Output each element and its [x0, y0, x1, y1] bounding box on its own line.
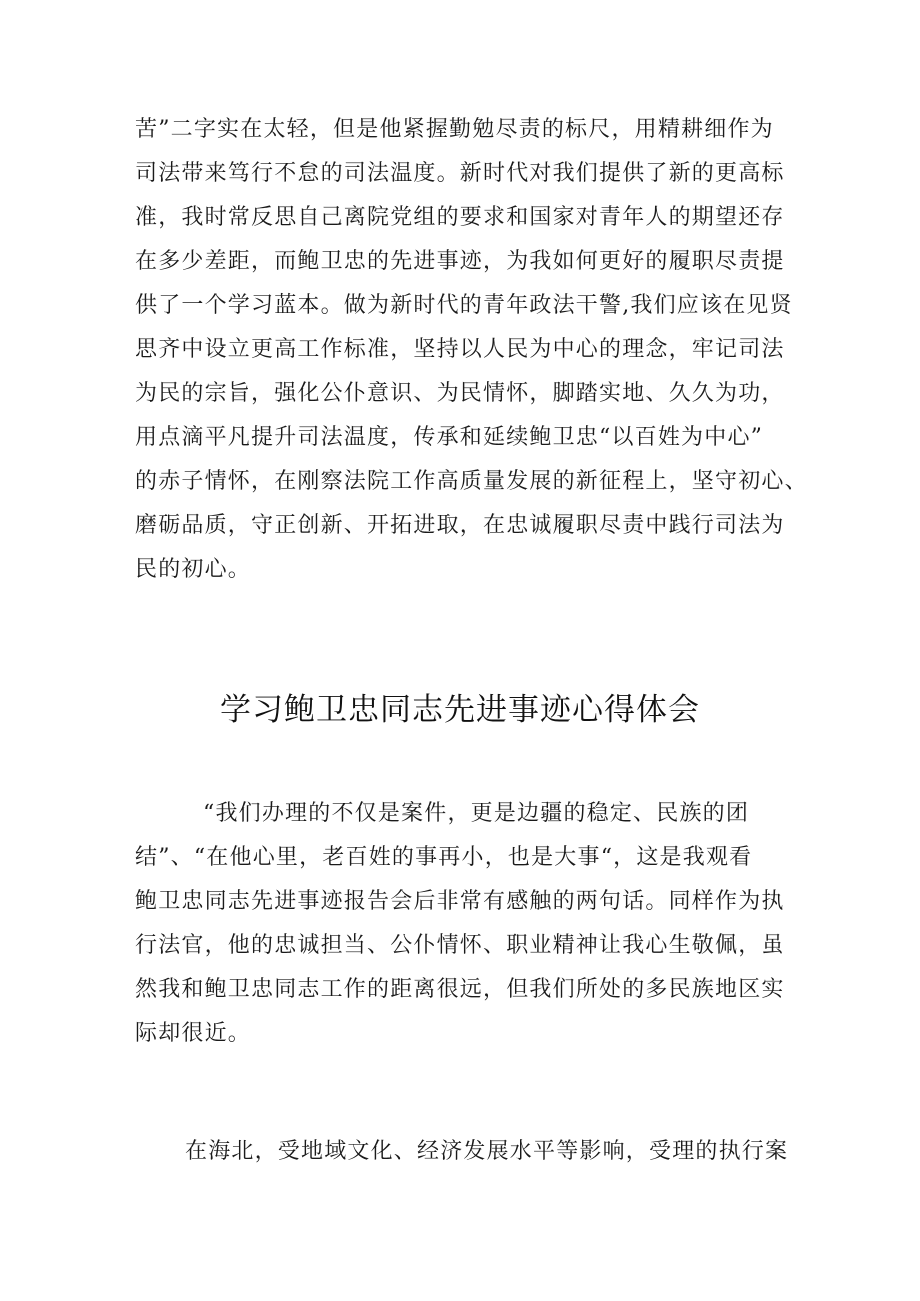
- text-line: 为民的宗旨，强化公仆意识、为民情怀，脚踏实地、久久为功，: [135, 381, 785, 406]
- text-line: 际却很近。: [135, 1021, 252, 1046]
- text-line: 用点滴平凡提升司法温度，传承和延续鲍卫忠“以百姓为中心”: [135, 425, 764, 450]
- text-line: 供了一个学习蓝本。做为新时代的青年政法干警,我们应该在见贤: [135, 293, 793, 318]
- text-line: 然我和鲍卫忠同志工作的距离很远，但我们所处的多民族地区实: [135, 977, 785, 1002]
- text-line: 在多少差距，而鲍卫忠的先进事迹，为我如何更好的履职尽责提: [135, 249, 785, 274]
- text-line: 思齐中设立更高工作标准，坚持以人民为中心的理念，牢记司法: [135, 337, 785, 362]
- text-line: 的赤子情怀，在刚察法院工作高质量发展的新征程上，坚守初心、: [135, 469, 808, 494]
- text-line: 在海北，受地域文化、经济发展水平等影响，受理的执行案: [185, 1139, 789, 1164]
- text-line: 司法带来笃行不怠的司法温度。新时代对我们提供了新的更高标: [135, 161, 785, 186]
- text-line: “我们办理的不仅是案件，更是边疆的稳定、民族的团: [203, 801, 750, 826]
- text-line: 民的初心。: [135, 557, 252, 582]
- text-line: 苦”二字实在太轻，但是他紧握勤勉尽责的标尺，用精耕细作为: [135, 117, 774, 142]
- article-title: 学习鲍卫忠同志先进事迹心得体会: [220, 692, 700, 728]
- text-line: 行法官，他的忠诚担当、公仆情怀、职业精神让我心生敬佩，虽: [135, 933, 785, 958]
- text-line: 鲍卫忠同志先进事迹报告会后非常有感触的两句话。同样作为执: [135, 889, 785, 914]
- text-line: 结”、“在他心里，老百姓的事再小，也是大事“，这是我观看: [135, 845, 753, 870]
- text-line: 磨砺品质，守正创新、开拓进取，在忠诚履职尽责中践行司法为: [135, 513, 785, 538]
- text-line: 准，我时常反思自己离院党组的要求和国家对青年人的期望还存: [135, 205, 785, 230]
